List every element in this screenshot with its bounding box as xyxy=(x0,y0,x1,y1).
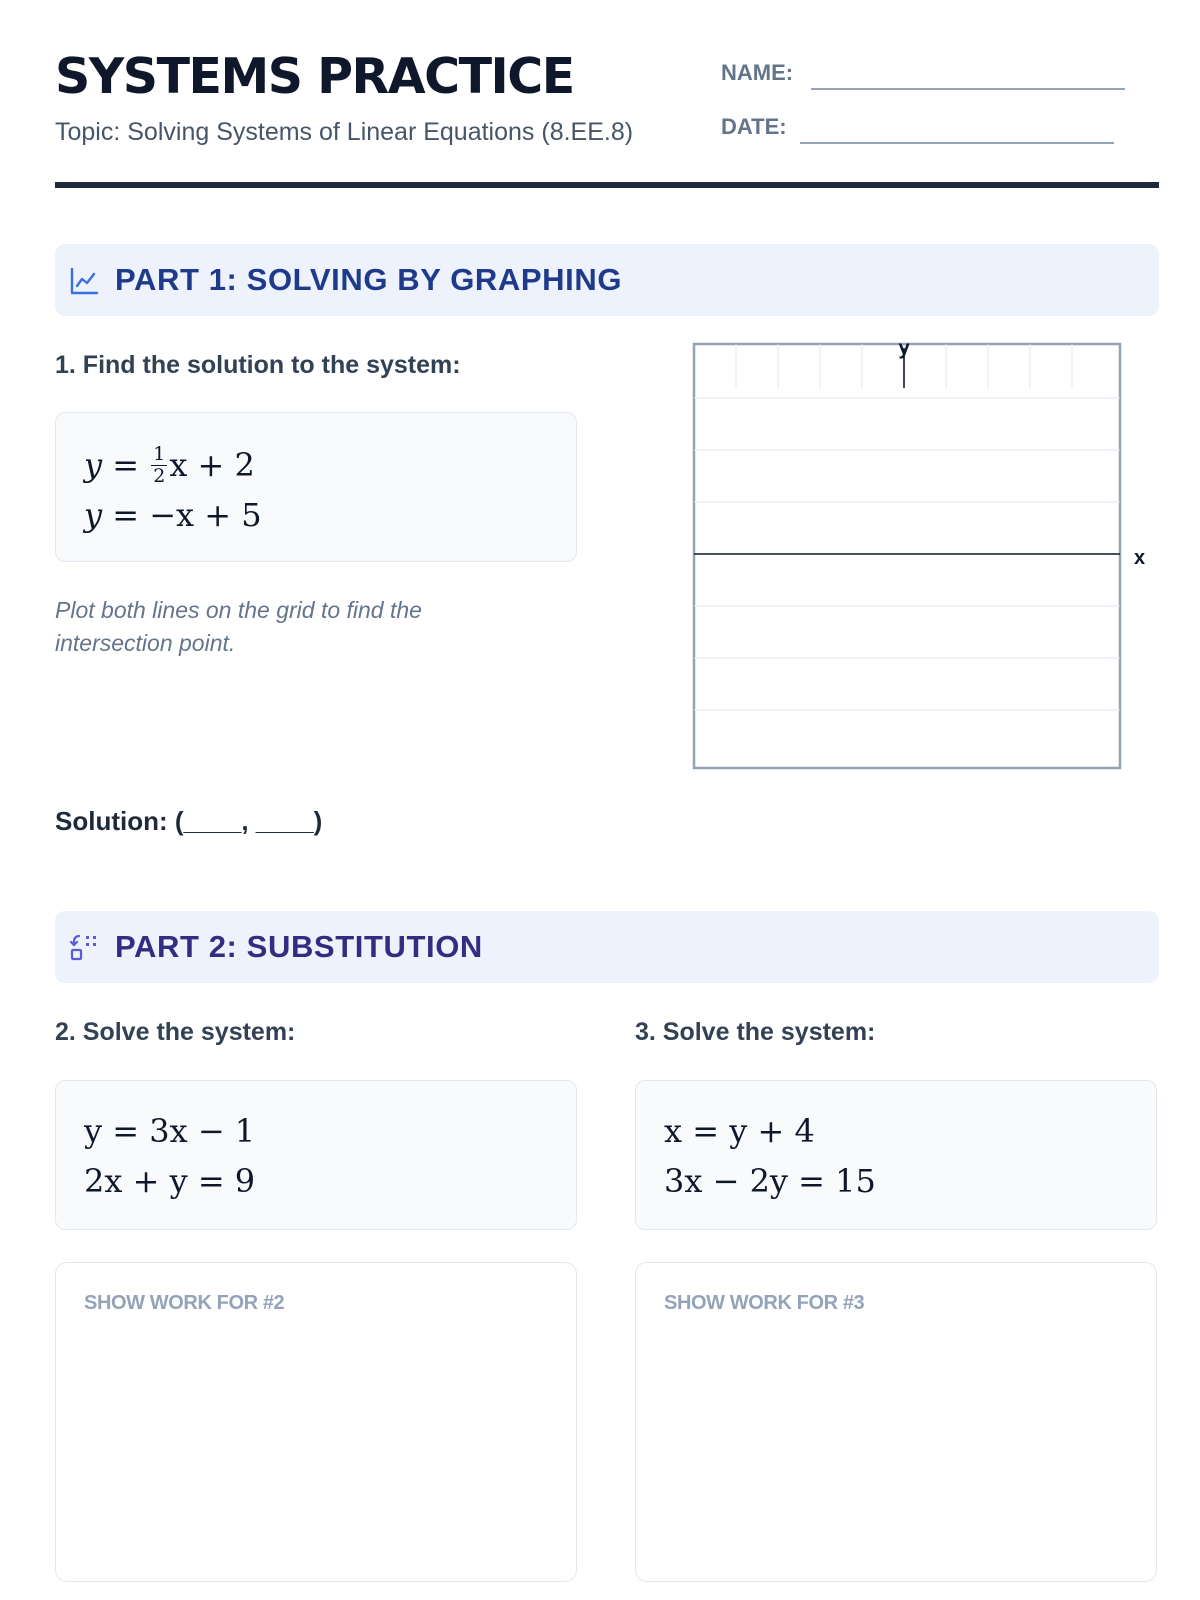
question-3-label: 3. Solve the system: xyxy=(635,1018,876,1046)
part2-banner xyxy=(55,911,1159,983)
y-axis-label: y xyxy=(898,340,910,360)
question-3-work-label: SHOW WORK FOR #3 xyxy=(664,1292,865,1314)
question-1-equation-1: y = $\frac{1}{2}$ x + 2 xyxy=(84,443,255,487)
part1-banner xyxy=(55,244,1159,316)
line-chart-icon xyxy=(69,266,99,296)
worksheet-topic: Topic: Solving Systems of Linear Equations (8.EE.8) xyxy=(55,118,634,146)
graphing-hint: Plot both lines on the grid to find the intersection point. xyxy=(55,597,422,656)
header-divider xyxy=(55,182,1159,188)
question-2-equation-1: y = 3x − 1 xyxy=(84,1112,256,1150)
date-field[interactable] xyxy=(800,142,1114,144)
worksheet-page xyxy=(55,0,1159,1600)
name-field[interactable] xyxy=(811,88,1125,90)
question-1-equation-2: y = −x + 5 xyxy=(84,496,262,534)
date-label: DATE: xyxy=(721,114,787,139)
question-2-equations xyxy=(55,1080,577,1230)
part1-heading: PART 1: SOLVING BY GRAPHING xyxy=(115,262,623,297)
question-1-label: 1. Find the solution to the system: xyxy=(55,351,461,379)
substitution-icon xyxy=(69,933,99,963)
worksheet-title: SYSTEMS PRACTICE xyxy=(55,48,574,105)
part2-heading: PART 2: SUBSTITUTION xyxy=(115,929,483,964)
question-2-equation-2: 2x + y = 9 xyxy=(84,1162,256,1200)
question-1-equations xyxy=(55,412,577,562)
question-3-equation-1: x = y + 4 xyxy=(664,1112,815,1150)
question-3-work-area[interactable] xyxy=(635,1262,1157,1582)
question-2-work-label: SHOW WORK FOR #2 xyxy=(84,1292,285,1314)
question-3-equation-2: 3x − 2y = 15 xyxy=(664,1162,876,1200)
coordinate-grid[interactable] xyxy=(682,340,1152,770)
x-axis-label: x xyxy=(1134,547,1146,569)
grid-border xyxy=(694,344,1120,768)
question-2-label: 2. Solve the system: xyxy=(55,1018,296,1046)
question-1-solution[interactable]: Solution: (____, ____) xyxy=(55,806,323,836)
name-label: NAME: xyxy=(721,60,794,85)
question-2-work-area[interactable] xyxy=(55,1262,577,1582)
fraction-one-half: $\frac{1}{2}$ xyxy=(153,443,166,487)
question-3-equations xyxy=(635,1080,1157,1230)
